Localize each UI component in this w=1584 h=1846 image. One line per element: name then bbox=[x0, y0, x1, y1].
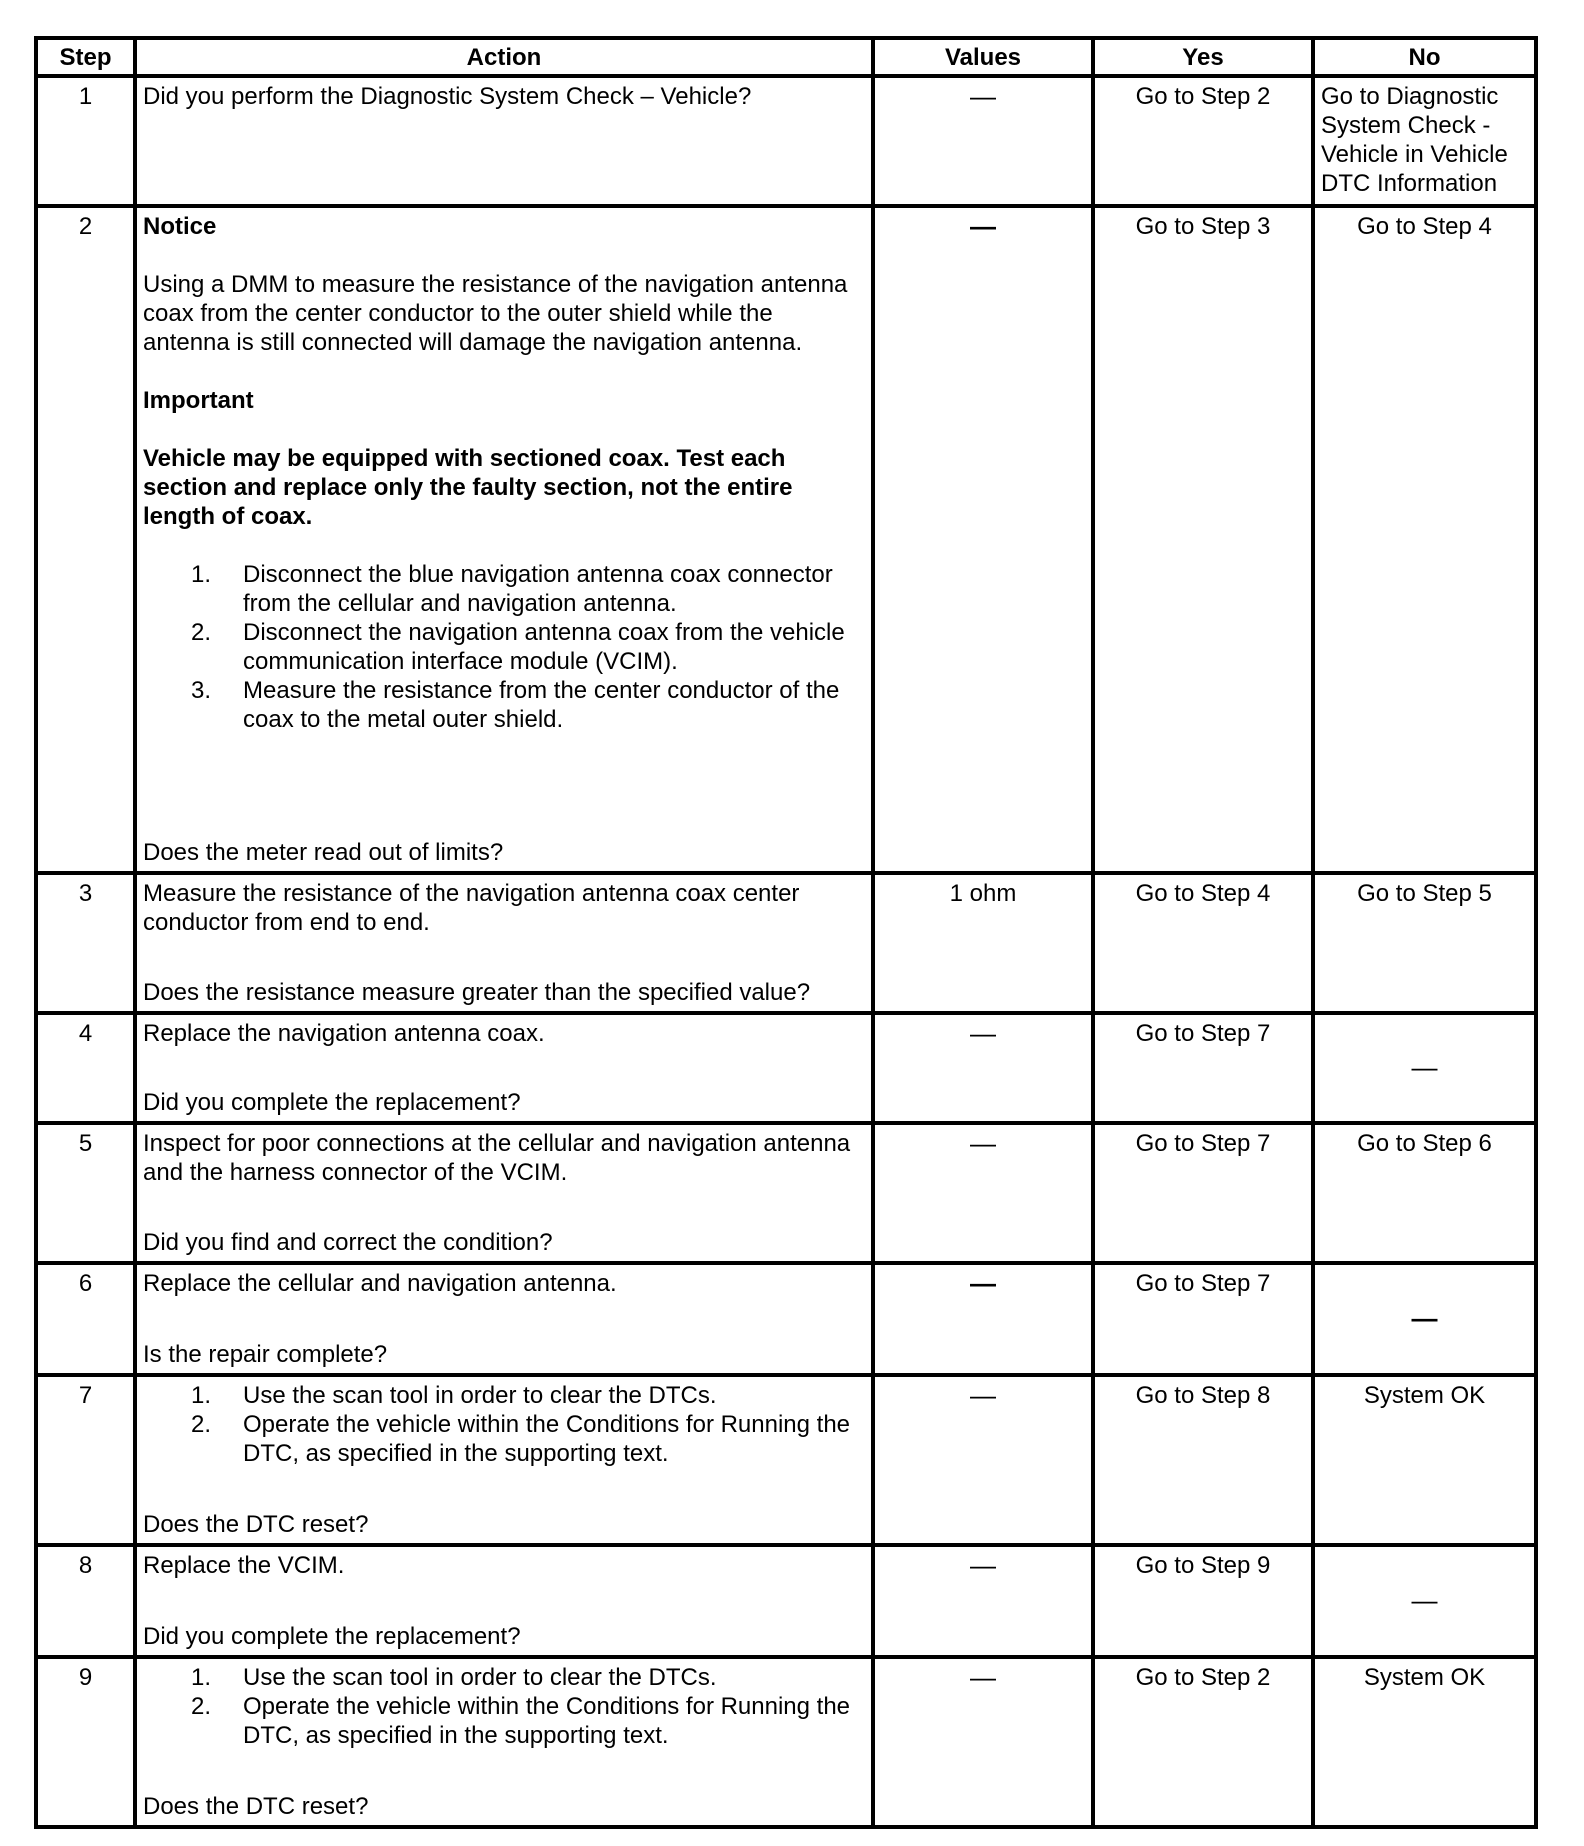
list-item: 2. Operate the vehicle within the Conditions for Running the DTC, as specified in the supporting text. bbox=[191, 1693, 851, 1749]
value-text: — bbox=[970, 1018, 996, 1048]
no-text: — bbox=[1411, 1052, 1438, 1082]
value-text: — bbox=[970, 1128, 996, 1158]
no-cell: Go to Step 5 bbox=[1313, 873, 1536, 1013]
important-text: Vehicle may be equipped with sectioned coax. Test each section and replace only the faulty section, not the entire length of coax. bbox=[143, 445, 793, 530]
header-action: Action bbox=[135, 38, 873, 76]
action-question: Is the repair complete? bbox=[143, 1341, 388, 1368]
value-cell bbox=[873, 1013, 1093, 1123]
yes-cell: Go to Step 7 bbox=[1093, 1013, 1313, 1123]
step-number: 2 bbox=[36, 206, 135, 873]
list-item: 1. Disconnect the blue navigation antenna coax connector from the cellular and navigation antenna. bbox=[191, 561, 833, 617]
header-yes: Yes bbox=[1093, 38, 1313, 76]
value-text: — bbox=[970, 1268, 996, 1298]
list-item: 3. Measure the resistance from the center conductor of the coax to the metal outer shield. bbox=[191, 677, 840, 733]
action-cell bbox=[135, 1263, 873, 1375]
table-row bbox=[36, 1123, 1536, 1263]
action-cell bbox=[135, 873, 873, 1013]
action-cell bbox=[135, 1375, 873, 1545]
table-row bbox=[36, 873, 1536, 1013]
header-step: Step bbox=[36, 38, 135, 76]
table-row bbox=[36, 76, 1536, 206]
step-number: 5 bbox=[36, 1123, 135, 1263]
no-text: — bbox=[1411, 1303, 1438, 1333]
step-number: 8 bbox=[36, 1545, 135, 1657]
yes-cell: Go to Step 8 bbox=[1093, 1375, 1313, 1545]
step-number: 3 bbox=[36, 873, 135, 1013]
yes-cell: Go to Step 9 bbox=[1093, 1545, 1313, 1657]
value-text: — bbox=[970, 1550, 996, 1580]
no-cell bbox=[1313, 1013, 1536, 1123]
table-row bbox=[36, 1375, 1536, 1545]
no-text: — bbox=[1411, 1585, 1438, 1615]
step-number: 1 bbox=[36, 76, 135, 206]
step-number: 4 bbox=[36, 1013, 135, 1123]
table-row bbox=[36, 1657, 1536, 1827]
value-text: — bbox=[970, 1662, 996, 1692]
value-text: — bbox=[970, 81, 996, 111]
header-no: No bbox=[1313, 38, 1536, 76]
step-number: 7 bbox=[36, 1375, 135, 1545]
action-cell bbox=[135, 1545, 873, 1657]
step-number: 6 bbox=[36, 1263, 135, 1375]
value-cell bbox=[873, 1657, 1093, 1827]
value-cell bbox=[873, 1375, 1093, 1545]
value-cell bbox=[873, 1545, 1093, 1657]
action-question: Did you complete the replacement? bbox=[143, 1623, 521, 1650]
table-header-row bbox=[36, 38, 1536, 76]
value-cell: 1 ohm bbox=[873, 873, 1093, 1013]
procedure-list bbox=[143, 1663, 865, 1750]
header-values: Values bbox=[873, 38, 1093, 76]
procedure-list bbox=[143, 1381, 865, 1468]
no-cell: Go to Step 6 bbox=[1313, 1123, 1536, 1263]
no-cell bbox=[1313, 1545, 1536, 1657]
diagnostic-table bbox=[34, 36, 1538, 1829]
value-cell bbox=[873, 76, 1093, 206]
action-text: Replace the navigation antenna coax. bbox=[143, 1020, 545, 1047]
no-cell: Go to Step 4 bbox=[1313, 206, 1536, 873]
action-text: Did you perform the Diagnostic System Check – Vehicle? bbox=[143, 83, 752, 110]
no-cell bbox=[1313, 1263, 1536, 1375]
table-row bbox=[36, 1545, 1536, 1657]
no-cell: System OK bbox=[1313, 1657, 1536, 1827]
list-item: 2. Disconnect the navigation antenna coax from the vehicle communication interface module (VCIM). bbox=[191, 619, 845, 675]
action-text: Replace the VCIM. bbox=[143, 1552, 345, 1579]
yes-cell: Go to Step 4 bbox=[1093, 873, 1313, 1013]
table-row bbox=[36, 1013, 1536, 1123]
yes-cell: Go to Step 2 bbox=[1093, 76, 1313, 206]
yes-cell: Go to Step 7 bbox=[1093, 1123, 1313, 1263]
list-item: 1. Use the scan tool in order to clear the DTCs. bbox=[191, 1382, 717, 1409]
action-text: Replace the cellular and navigation antenna. bbox=[143, 1270, 617, 1297]
value-text: — bbox=[970, 1380, 996, 1410]
action-question: Did you complete the replacement? bbox=[143, 1089, 521, 1116]
table-row bbox=[36, 1263, 1536, 1375]
action-cell bbox=[135, 1123, 873, 1263]
value-cell bbox=[873, 1263, 1093, 1375]
notice-title: Notice bbox=[143, 213, 217, 240]
value-text: — bbox=[970, 211, 996, 241]
action-question: Did you find and correct the condition? bbox=[143, 1229, 553, 1256]
value-cell bbox=[873, 206, 1093, 873]
action-cell bbox=[135, 206, 873, 873]
no-cell: Go to Diagnostic System Check - Vehicle in Vehicle DTC Information bbox=[1313, 76, 1536, 206]
action-cell bbox=[135, 1657, 873, 1827]
yes-cell: Go to Step 2 bbox=[1093, 1657, 1313, 1827]
action-question: Does the DTC reset? bbox=[143, 1511, 369, 1538]
procedure-list bbox=[143, 560, 865, 734]
action-cell bbox=[135, 1013, 873, 1123]
yes-cell: Go to Step 7 bbox=[1093, 1263, 1313, 1375]
action-question: Does the meter read out of limits? bbox=[143, 839, 504, 866]
value-cell bbox=[873, 1123, 1093, 1263]
step-number: 9 bbox=[36, 1657, 135, 1827]
notice-text: Using a DMM to measure the resistance of the navigation antenna coax from the center conductor to the outer shield while the antenna is still connected will damage the navigation antenna. bbox=[143, 271, 848, 356]
action-cell bbox=[135, 76, 873, 206]
action-question: Does the resistance measure greater than the specified value? bbox=[143, 979, 811, 1006]
action-question: Does the DTC reset? bbox=[143, 1793, 369, 1820]
important-title: Important bbox=[143, 387, 254, 414]
yes-cell: Go to Step 3 bbox=[1093, 206, 1313, 873]
table-row bbox=[36, 206, 1536, 873]
action-text: Measure the resistance of the navigation antenna coax center conductor from end to end. bbox=[143, 880, 800, 936]
no-cell: System OK bbox=[1313, 1375, 1536, 1545]
list-item: 2. Operate the vehicle within the Conditions for Running the DTC, as specified in the supporting text. bbox=[191, 1411, 851, 1467]
action-text: Inspect for poor connections at the cellular and navigation antenna and the harness connector of the VCIM. bbox=[143, 1130, 851, 1186]
list-item: 1. Use the scan tool in order to clear the DTCs. bbox=[191, 1664, 717, 1691]
